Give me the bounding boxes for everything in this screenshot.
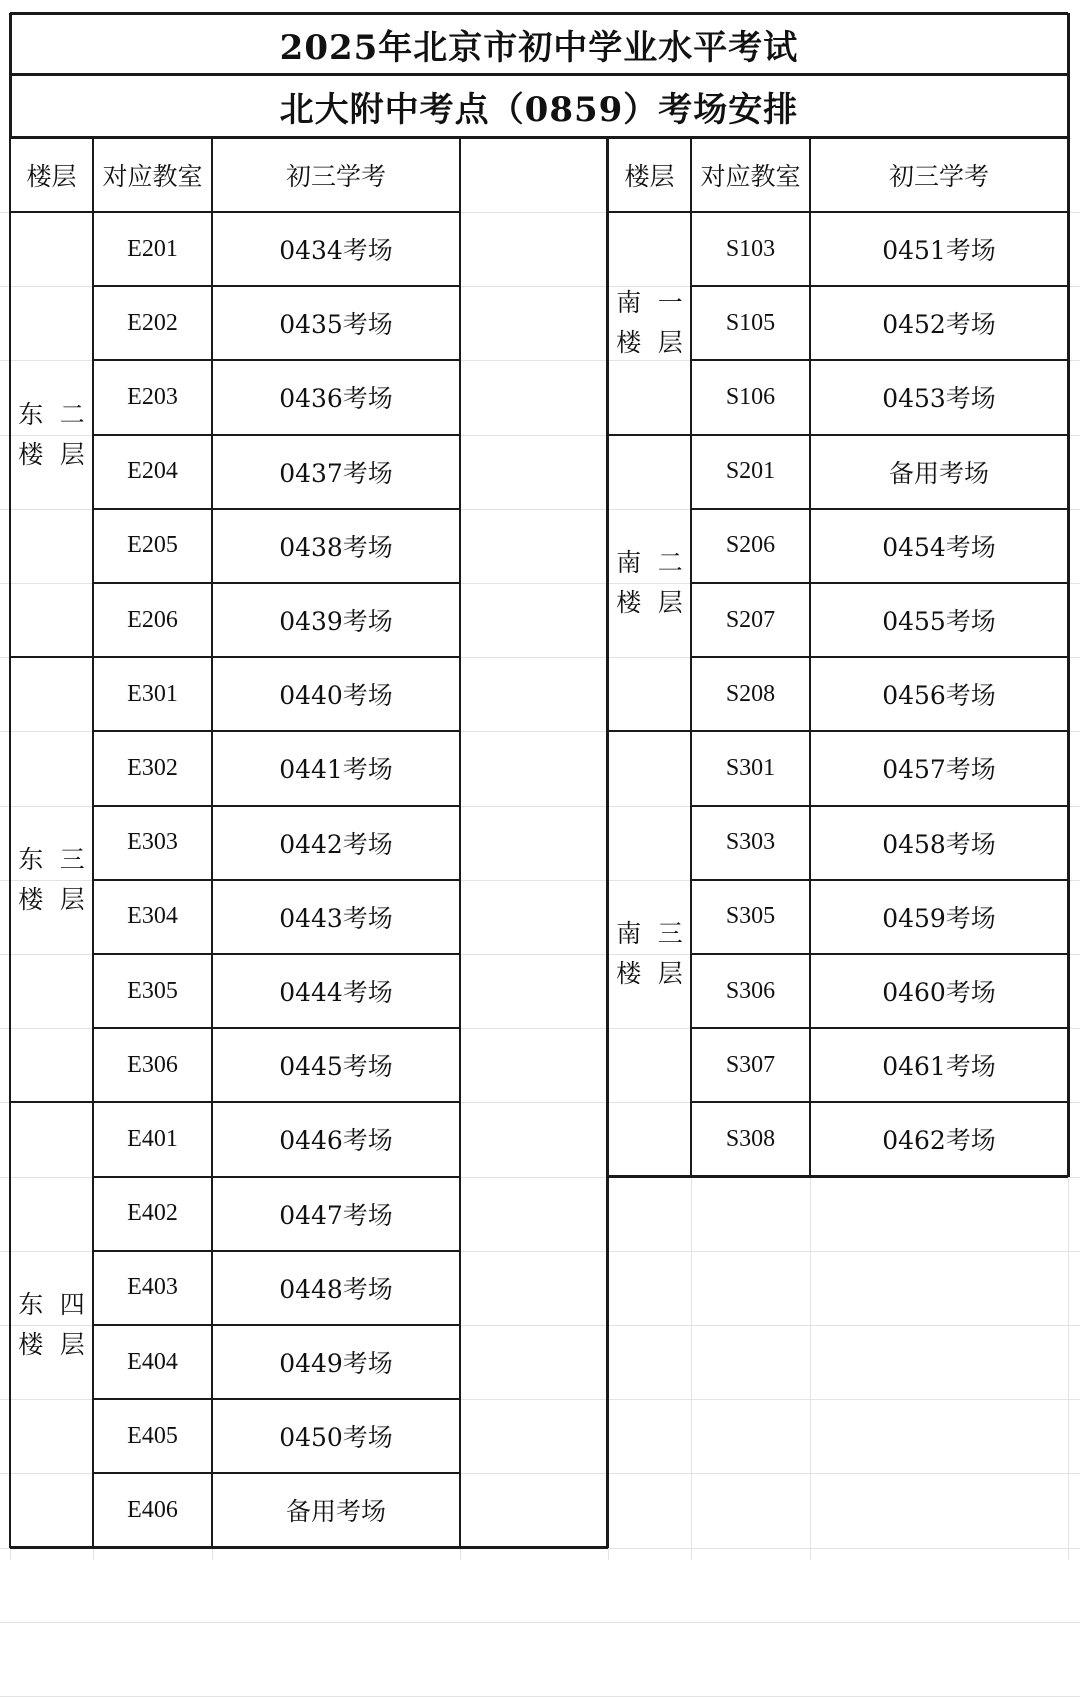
exam-site-cell: 0434考场 xyxy=(279,236,393,266)
exam-site-cell: 0462考场 xyxy=(882,1126,996,1156)
room-cell: E402 xyxy=(127,1200,178,1227)
exam-site-cell: 0439考场 xyxy=(279,607,393,637)
sheet-title: 2025年北京市初中学业水平考试 xyxy=(279,27,799,68)
left-header-floor: 楼层 xyxy=(26,162,77,191)
exam-site-cell: 0449考场 xyxy=(279,1349,393,1379)
exam-site-cell: 0447考场 xyxy=(279,1200,393,1230)
exam-site-cell: 0460考场 xyxy=(882,978,996,1008)
floor-label: 东楼 xyxy=(18,1289,44,1359)
room-cell: S305 xyxy=(725,903,776,930)
room-cell: E205 xyxy=(127,532,178,559)
room-cell: E304 xyxy=(127,903,178,930)
room-cell: E401 xyxy=(127,1125,178,1152)
floor-label: 二层 xyxy=(657,547,683,617)
exam-site-cell: 0448考场 xyxy=(279,1274,393,1304)
border-line xyxy=(606,1177,609,1548)
room-cell: S207 xyxy=(725,606,776,633)
room-cell: E204 xyxy=(127,458,178,485)
floor-label: 南楼 xyxy=(616,547,642,617)
room-cell: E305 xyxy=(127,977,178,1004)
exam-site-cell: 备用考场 xyxy=(888,458,989,488)
room-cell: S105 xyxy=(725,309,776,336)
floor-label: 南楼 xyxy=(616,918,642,988)
floor-label: 东楼 xyxy=(18,844,44,914)
exam-site-cell: 0456考场 xyxy=(882,681,996,711)
room-cell: S206 xyxy=(725,532,776,559)
floor-label: 东楼 xyxy=(18,399,44,469)
room-cell: S201 xyxy=(725,458,776,485)
left-floor-cell xyxy=(10,1102,93,1547)
room-cell: S208 xyxy=(725,680,776,707)
exam-site-cell: 0441考场 xyxy=(279,755,393,785)
exam-site-cell: 0435考场 xyxy=(279,310,393,340)
right-header-floor: 楼层 xyxy=(624,162,675,191)
left-floor-cell xyxy=(10,657,93,1102)
room-cell: E403 xyxy=(127,1274,178,1301)
exam-site-cell: 0440考场 xyxy=(279,681,393,711)
exam-site-cell: 0461考场 xyxy=(882,1052,996,1082)
right-header-site: 初三学考 xyxy=(888,162,989,191)
room-cell: E202 xyxy=(127,309,178,336)
exam-site-cell: 备用考场 xyxy=(285,1497,386,1527)
floor-label: 四层 xyxy=(59,1289,85,1359)
room-cell: S301 xyxy=(725,754,776,781)
floor-label: 一层 xyxy=(657,288,683,358)
room-cell: E201 xyxy=(127,235,178,262)
left-header-site: 初三学考 xyxy=(285,162,386,191)
room-cell: E302 xyxy=(127,754,178,781)
room-cell: S308 xyxy=(725,1125,776,1152)
exam-site-cell: 0444考场 xyxy=(279,978,393,1008)
room-cell: E206 xyxy=(127,606,178,633)
floor-label: 三层 xyxy=(59,844,85,914)
exam-site-cell: 0457考场 xyxy=(882,755,996,785)
gridline xyxy=(0,1622,1080,1623)
room-cell: E306 xyxy=(127,1051,178,1078)
right-header-room: 对应教室 xyxy=(700,162,801,191)
room-cell: E301 xyxy=(127,680,178,707)
left-header-room: 对应教室 xyxy=(102,162,203,191)
room-cell: E203 xyxy=(127,383,178,410)
exam-site-cell: 0455考场 xyxy=(882,607,996,637)
room-cell: S306 xyxy=(725,977,776,1004)
left-floor-cell xyxy=(10,212,93,657)
sheet-subtitle: 北大附中考点（0859）考场安排 xyxy=(279,89,799,130)
room-cell: E404 xyxy=(127,1348,178,1375)
floor-label: 二层 xyxy=(59,399,85,469)
exam-site-cell: 0445考场 xyxy=(279,1052,393,1082)
exam-site-cell: 0458考场 xyxy=(882,829,996,859)
exam-site-cell: 0454考场 xyxy=(882,532,996,562)
room-cell: E303 xyxy=(127,829,178,856)
right-floor-cell xyxy=(608,435,691,732)
floor-label: 三层 xyxy=(657,918,683,988)
room-cell: S307 xyxy=(725,1051,776,1078)
floor-label: 南楼 xyxy=(616,288,642,358)
exam-site-cell: 0452考场 xyxy=(882,310,996,340)
exam-site-cell: 0437考场 xyxy=(279,458,393,488)
room-cell: S103 xyxy=(725,235,776,262)
exam-site-cell: 0450考场 xyxy=(279,1423,393,1453)
exam-site-cell: 0446考场 xyxy=(279,1126,393,1156)
room-cell: E406 xyxy=(127,1496,178,1523)
exam-site-cell: 0438考场 xyxy=(279,532,393,562)
exam-site-cell: 0443考场 xyxy=(279,903,393,933)
exam-site-cell: 0451考场 xyxy=(882,236,996,266)
exam-site-cell: 0442考场 xyxy=(279,829,393,859)
right-floor-cell xyxy=(608,731,691,1176)
room-cell: E405 xyxy=(127,1422,178,1449)
room-cell: S303 xyxy=(725,829,776,856)
room-cell: S106 xyxy=(725,383,776,410)
exam-site-cell: 0453考场 xyxy=(882,384,996,414)
right-floor-cell xyxy=(608,212,691,435)
exam-site-cell: 0459考场 xyxy=(882,903,996,933)
exam-site-cell: 0436考场 xyxy=(279,384,393,414)
